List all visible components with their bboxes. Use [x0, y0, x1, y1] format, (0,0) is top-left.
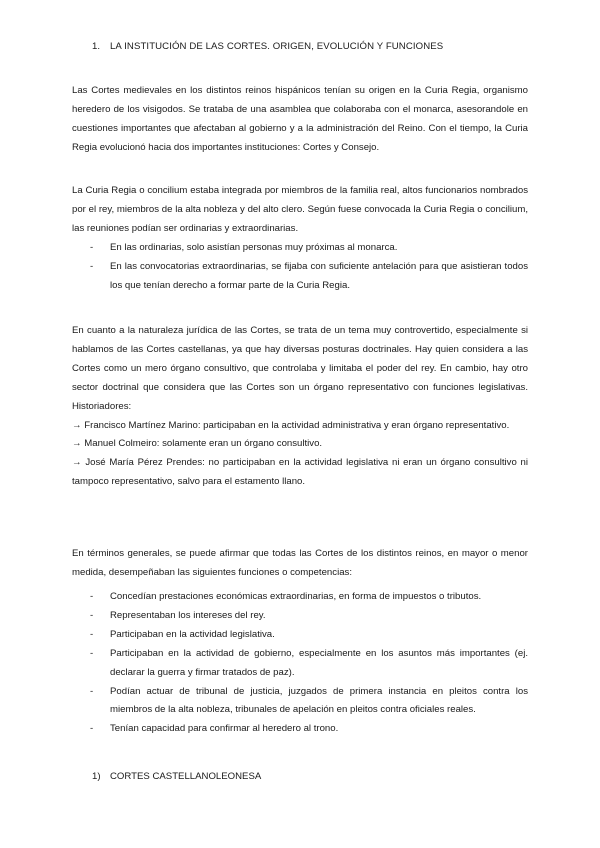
section-heading: [92, 41, 443, 52]
section-title: LA INSTITUCIÓN DE LAS CORTES. ORIGEN, EVOLUCIÓN Y FUNCIONES: [110, 41, 444, 52]
list-item-text: En las convocatorias extraordinarias, se fijaba con suficiente antelación para que asistieran todos los que tenían derecho a formar parte de la Curia Regia.: [110, 260, 528, 291]
dash-bullet: -: [90, 685, 94, 697]
list-item: [72, 683, 528, 721]
list-item: [72, 258, 528, 296]
historian-entry: → José María Pérez Prendes: no participaban en la actividad legislativa ni eran un órgano consultivo ni tampoco representativo, salvo para el estamento llano.: [72, 457, 528, 488]
list-item-text: Podían actuar de tribunal de justicia, juzgados de primera instancia en pleitos contra los miembros de la alta nobleza, tribunales de apelación en pleitos contra oficiales reales.: [110, 685, 528, 716]
section-number: 1.: [92, 41, 101, 52]
paragraph-text: En cuanto a la naturaleza jurídica de las Cortes, se trata de un tema muy controvertido, especialmente si hablamos de las Cortes castellanas, ya que hay diversas posturas doctrinales. Hay quien considera a las Cortes como un mero órgano consultivo, que controlaba y limitaba el poder del rey. En cambio, hay otro sector doctrinal que considera que las Cortes son un órgano representativo con funciones legislativas. Historiadores:: [72, 325, 528, 412]
paragraph-text: En términos generales, se puede afirmar que todas las Cortes de los distintos reinos, en mayor o menor medida, desempeñaban las siguientes funciones o competencias:: [72, 548, 528, 578]
subsection-title: CORTES CASTELLANOLEONESA: [110, 771, 262, 782]
paragraph-legal-nature: [72, 322, 528, 492]
historian-entry: → Francisco Martínez Marino: participaban en la actividad administrativa y eran órgano representativo.: [72, 419, 510, 431]
paragraph-text: Las Cortes medievales en los distintos reinos hispánicos tenían su origen en la Curia Regia, organismo heredero de los visigodos. Se trataba de una asamblea que colaboraba con el monarca, asesorandole en cuestiones importantes que afectaban al gobierno y a la administración del Reino. Con el tiempo, la Curia Regia evolucionó hacia dos importantes instituciones: Cortes y Consejo.: [72, 85, 528, 153]
list-item-text: Representaban los intereses del rey.: [110, 609, 266, 621]
list-item: [72, 239, 528, 258]
dash-bullet: -: [90, 647, 94, 659]
list-item-text: Participaban en la actividad legislativa.: [110, 628, 275, 640]
dash-bullet: -: [90, 260, 94, 272]
subsection-number: 1): [92, 771, 101, 782]
functions-list: [72, 588, 528, 739]
subsection-heading: [92, 771, 261, 782]
dash-bullet: -: [90, 591, 94, 602]
historian-entry: → Manuel Colmeiro: solamente eran un órgano consultivo.: [72, 438, 323, 450]
list-item: [72, 626, 528, 645]
dash-bullet: -: [90, 609, 94, 621]
list-item-text: Tenían capacidad para confirmar al heredero al trono.: [110, 723, 339, 735]
list-item-text: Participaban en la actividad de gobierno, especialmente en los asuntos más importantes (ej. declarar la guerra y firmar tratados de paz).: [110, 647, 528, 678]
meetings-list: [72, 239, 528, 296]
list-item: [72, 720, 528, 739]
list-item-text: Concedían prestaciones económicas extraordinarias, en forma de impuestos o tributos.: [110, 591, 482, 602]
dash-bullet: -: [90, 723, 94, 735]
paragraph-text: La Curia Regia o concilium estaba integrada por miembros de la familia real, altos funcionarios nombrados por el rey, miembros de la alta nobleza y del alto clero. Según fuese convocada la Curia Regia o concilium, las reuniones podían ser ordinarias y extraordinarias.: [72, 185, 528, 234]
paragraph-origin: [72, 82, 528, 158]
paragraph-curia-regia: [72, 182, 528, 239]
list-item: [72, 588, 528, 607]
paragraph-functions-intro: [72, 545, 528, 583]
list-item: [72, 645, 528, 683]
dash-bullet: -: [90, 242, 94, 253]
list-item: [72, 607, 528, 626]
dash-bullet: -: [90, 628, 94, 640]
list-item-text: En las ordinarias, solo asistían personas muy próximas al monarca.: [110, 242, 398, 253]
